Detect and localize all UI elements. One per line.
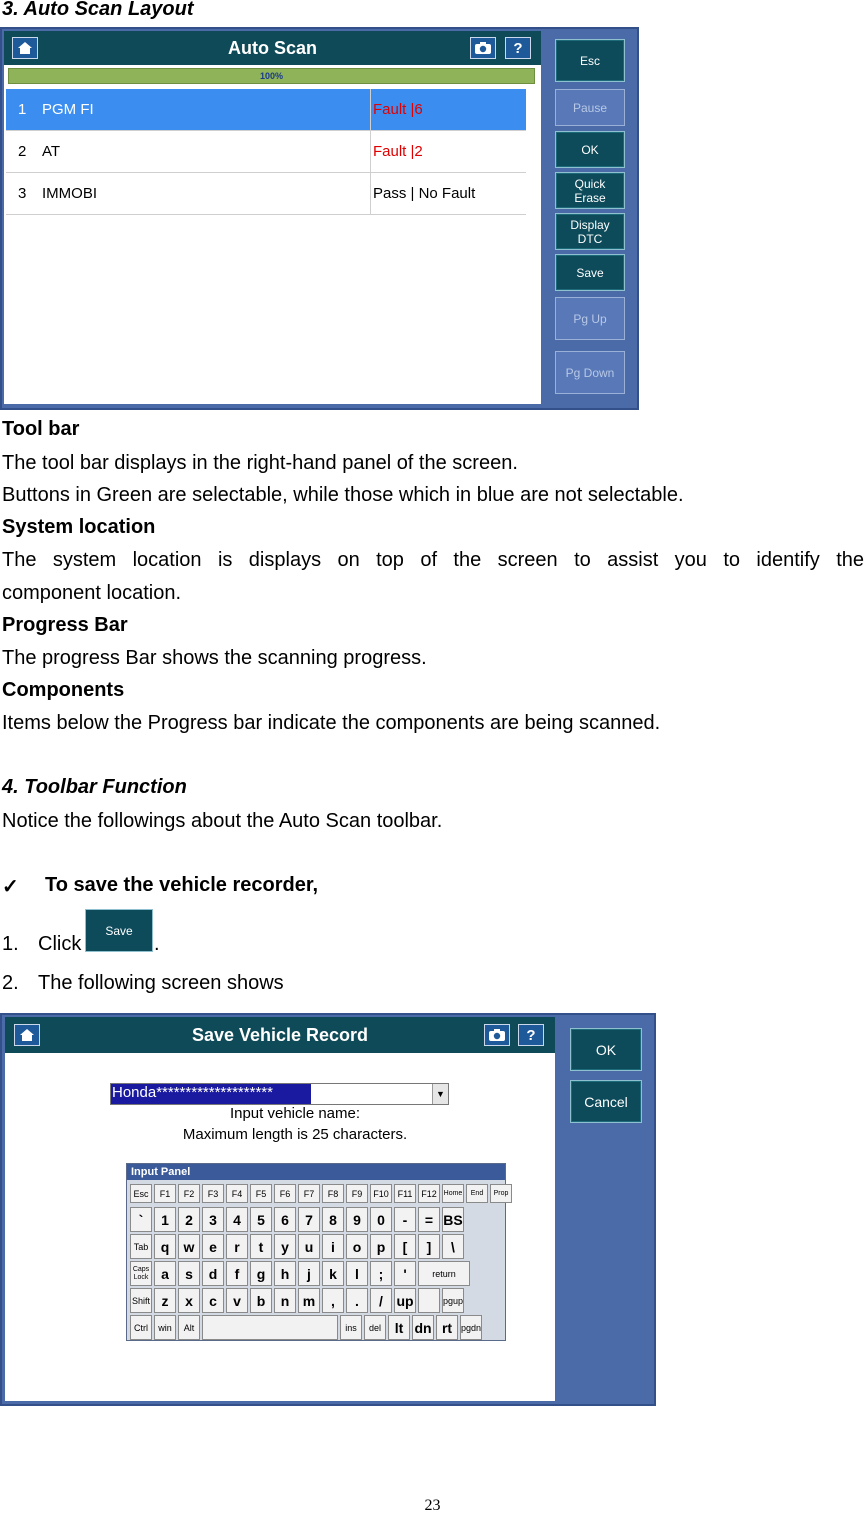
home-icon[interactable] — [14, 1024, 40, 1046]
key-f2[interactable]: F2 — [178, 1184, 200, 1203]
key-ins[interactable]: ins — [340, 1315, 362, 1340]
step-2-number: 2. — [2, 972, 19, 994]
key-f11[interactable]: F11 — [394, 1184, 416, 1203]
key-f5[interactable]: F5 — [250, 1184, 272, 1203]
key-6[interactable]: 6 — [274, 1207, 296, 1232]
key-up[interactable]: up — [394, 1288, 416, 1313]
key-3[interactable]: 3 — [202, 1207, 224, 1232]
key-f3[interactable]: F3 — [202, 1184, 224, 1203]
key-w[interactable]: w — [178, 1234, 200, 1259]
key-s[interactable]: s — [178, 1261, 200, 1286]
page-number: 23 — [424, 1497, 441, 1514]
key-e[interactable]: e — [202, 1234, 224, 1259]
key-4[interactable]: 4 — [226, 1207, 248, 1232]
table-row[interactable] — [6, 89, 526, 131]
key-pgdn[interactable]: pgdn — [460, 1315, 482, 1340]
key-y[interactable]: y — [274, 1234, 296, 1259]
inline-save-button: Save — [85, 909, 153, 952]
key-][interactable]: ] — [418, 1234, 440, 1259]
key-t[interactable]: t — [250, 1234, 272, 1259]
key--[interactable]: - — [394, 1207, 416, 1232]
key-esc[interactable]: Esc — [130, 1184, 152, 1203]
screen2-title: Save Vehicle Record — [191, 1024, 369, 1045]
camera-icon[interactable] — [470, 37, 496, 59]
quick-erase-button[interactable]: Quick Erase — [555, 172, 625, 209]
table-row[interactable] — [6, 173, 526, 215]
page-down-button: Pg Down — [555, 351, 625, 394]
key-end[interactable]: End — [466, 1184, 488, 1203]
key-r[interactable]: r — [226, 1234, 248, 1259]
key-x[interactable]: x — [178, 1288, 200, 1313]
key-h[interactable]: h — [274, 1261, 296, 1286]
system-location-paragraph-2: component location. — [2, 582, 182, 604]
component-status: Pass | No Fault — [373, 185, 476, 202]
pause-button: Pause — [555, 89, 625, 126]
key-f9[interactable]: F9 — [346, 1184, 368, 1203]
key-lt[interactable]: lt — [388, 1315, 410, 1340]
key-tab[interactable]: Tab — [130, 1234, 152, 1259]
key-return[interactable]: return — [418, 1261, 470, 1286]
save-vehicle-record-screen — [0, 1013, 656, 1406]
key-a[interactable]: a — [154, 1261, 176, 1286]
esc-button[interactable]: Esc — [555, 39, 625, 82]
toolbar-heading: Tool bar — [2, 418, 80, 440]
key-5[interactable]: 5 — [250, 1207, 272, 1232]
key-j[interactable]: j — [298, 1261, 320, 1286]
page-up-button: Pg Up — [555, 297, 625, 340]
key-2[interactable]: 2 — [178, 1207, 200, 1232]
key-q[interactable]: q — [154, 1234, 176, 1259]
key-prop[interactable]: Prop — [490, 1184, 512, 1203]
system-location-paragraph-1: The system location is displays on top of the screen to assist you to identify the — [2, 549, 864, 571]
key-f[interactable]: f — [226, 1261, 248, 1286]
key-k[interactable]: k — [322, 1261, 344, 1286]
key-7[interactable]: 7 — [298, 1207, 320, 1232]
auto-scan-screen — [0, 27, 639, 410]
key-=[interactable]: = — [418, 1207, 440, 1232]
save-record-work-area — [5, 1053, 555, 1401]
toolbar-paragraph-2: Buttons in Green are selectable, while those which in blue are not selectable. — [2, 484, 684, 506]
key-i[interactable]: i — [322, 1234, 344, 1259]
components-paragraph: Items below the Progress bar indicate the components are being scanned. — [2, 712, 661, 734]
key-m[interactable]: m — [298, 1288, 320, 1313]
key-.[interactable]: . — [346, 1288, 368, 1313]
chevron-down-icon[interactable]: ▼ — [432, 1084, 448, 1104]
key-alt[interactable]: Alt — [178, 1315, 200, 1340]
input-panel-title: Input Panel — [127, 1164, 505, 1180]
key-v[interactable]: v — [226, 1288, 248, 1313]
screen2-title-bar — [5, 1017, 555, 1053]
section4-paragraph: Notice the followings about the Auto Scan toolbar. — [2, 810, 443, 832]
key-'[interactable]: ' — [394, 1261, 416, 1286]
key-;[interactable]: ; — [370, 1261, 392, 1286]
table-row[interactable] — [6, 131, 526, 173]
key-n[interactable]: n — [274, 1288, 296, 1313]
key-blank[interactable] — [202, 1315, 338, 1340]
key-blank[interactable] — [418, 1288, 440, 1313]
key-f1[interactable]: F1 — [154, 1184, 176, 1203]
key-pgup[interactable]: pgup — [442, 1288, 464, 1313]
key-ctrl[interactable]: Ctrl — [130, 1315, 152, 1340]
key-f6[interactable]: F6 — [274, 1184, 296, 1203]
step-1-end: . — [154, 933, 160, 955]
key-d[interactable]: d — [202, 1261, 224, 1286]
key-[[interactable]: [ — [394, 1234, 416, 1259]
key-rt[interactable]: rt — [436, 1315, 458, 1340]
toolbar-paragraph-1: The tool bar displays in the right-hand panel of the screen. — [2, 452, 518, 474]
key-f7[interactable]: F7 — [298, 1184, 320, 1203]
camera-icon[interactable] — [484, 1024, 510, 1046]
screen-title-bar — [4, 31, 541, 65]
key-/[interactable]: / — [370, 1288, 392, 1313]
key-o[interactable]: o — [346, 1234, 368, 1259]
help-icon[interactable]: ? — [505, 37, 531, 59]
component-name-cell — [6, 173, 371, 214]
key-dn[interactable]: dn — [412, 1315, 434, 1340]
progress-bar-paragraph: The progress Bar shows the scanning progress. — [2, 647, 427, 669]
key-8[interactable]: 8 — [322, 1207, 344, 1232]
component-number: 3 — [18, 185, 27, 202]
ok-button[interactable]: OK — [570, 1028, 642, 1071]
check-mark-icon: ✓ — [2, 876, 19, 898]
progress-bar — [8, 68, 535, 84]
key-l[interactable]: l — [346, 1261, 368, 1286]
component-number: 1 — [18, 101, 27, 118]
ok-button[interactable]: OK — [555, 131, 625, 168]
key-g[interactable]: g — [250, 1261, 272, 1286]
key-caps-lock[interactable]: Caps Lock — [130, 1261, 152, 1286]
component-name: IMMOBI — [42, 185, 97, 202]
key-c[interactable]: c — [202, 1288, 224, 1313]
key-home[interactable]: Home — [442, 1184, 464, 1203]
section-heading-toolbar-function: 4. Toolbar Function — [2, 776, 187, 798]
key-f12[interactable]: F12 — [418, 1184, 440, 1203]
key-1[interactable]: 1 — [154, 1207, 176, 1232]
step-1-number: 1. — [2, 933, 19, 955]
key-\[interactable]: \ — [442, 1234, 464, 1259]
component-name: AT — [42, 143, 61, 160]
component-status: Fault |6 — [373, 101, 423, 118]
progress-label: 100% — [259, 71, 284, 81]
vehicle-name-input[interactable]: Honda******************** — [111, 1084, 311, 1104]
step-2-text: The following screen shows — [38, 972, 284, 994]
home-icon[interactable] — [12, 37, 38, 59]
component-name: PGM FI — [42, 101, 94, 118]
vehicle-name-prompt: Input vehicle name: — [229, 1105, 361, 1122]
key-9[interactable]: 9 — [346, 1207, 368, 1232]
progress-bar-heading: Progress Bar — [2, 614, 128, 636]
key-f10[interactable]: F10 — [370, 1184, 392, 1203]
screen-title: Auto Scan — [227, 37, 317, 58]
max-length-hint: Maximum length is 25 characters. — [182, 1126, 408, 1143]
key-bs[interactable]: BS — [442, 1207, 464, 1232]
key-p[interactable]: p — [370, 1234, 392, 1259]
display-dtc-button[interactable]: Display DTC — [555, 213, 625, 250]
save-button[interactable]: Save — [555, 254, 625, 291]
save-record-heading: To save the vehicle recorder, — [45, 874, 319, 896]
key-0[interactable]: 0 — [370, 1207, 392, 1232]
input-panel — [126, 1163, 509, 1341]
key-win[interactable]: win — [154, 1315, 176, 1340]
component-number: 2 — [18, 143, 27, 160]
component-status: Fault |2 — [373, 143, 423, 160]
key-`[interactable]: ` — [130, 1207, 152, 1232]
key-b[interactable]: b — [250, 1288, 272, 1313]
section-heading-auto-scan-layout: 3. Auto Scan Layout — [2, 0, 194, 20]
help-icon[interactable]: ? — [518, 1024, 544, 1046]
key-del[interactable]: del — [364, 1315, 386, 1340]
component-name-cell — [6, 131, 371, 172]
vehicle-name-combo[interactable] — [110, 1083, 449, 1105]
key-z[interactable]: z — [154, 1288, 176, 1313]
key-f8[interactable]: F8 — [322, 1184, 344, 1203]
key-shift[interactable]: Shift — [130, 1288, 152, 1313]
key-u[interactable]: u — [298, 1234, 320, 1259]
key-,[interactable]: , — [322, 1288, 344, 1313]
component-name-cell — [6, 89, 371, 130]
scan-work-area — [4, 65, 541, 404]
components-heading: Components — [2, 679, 125, 701]
key-f4[interactable]: F4 — [226, 1184, 248, 1203]
system-location-heading: System location — [2, 516, 156, 538]
step-1-text: Click — [38, 933, 82, 955]
cancel-button[interactable]: Cancel — [570, 1080, 642, 1123]
